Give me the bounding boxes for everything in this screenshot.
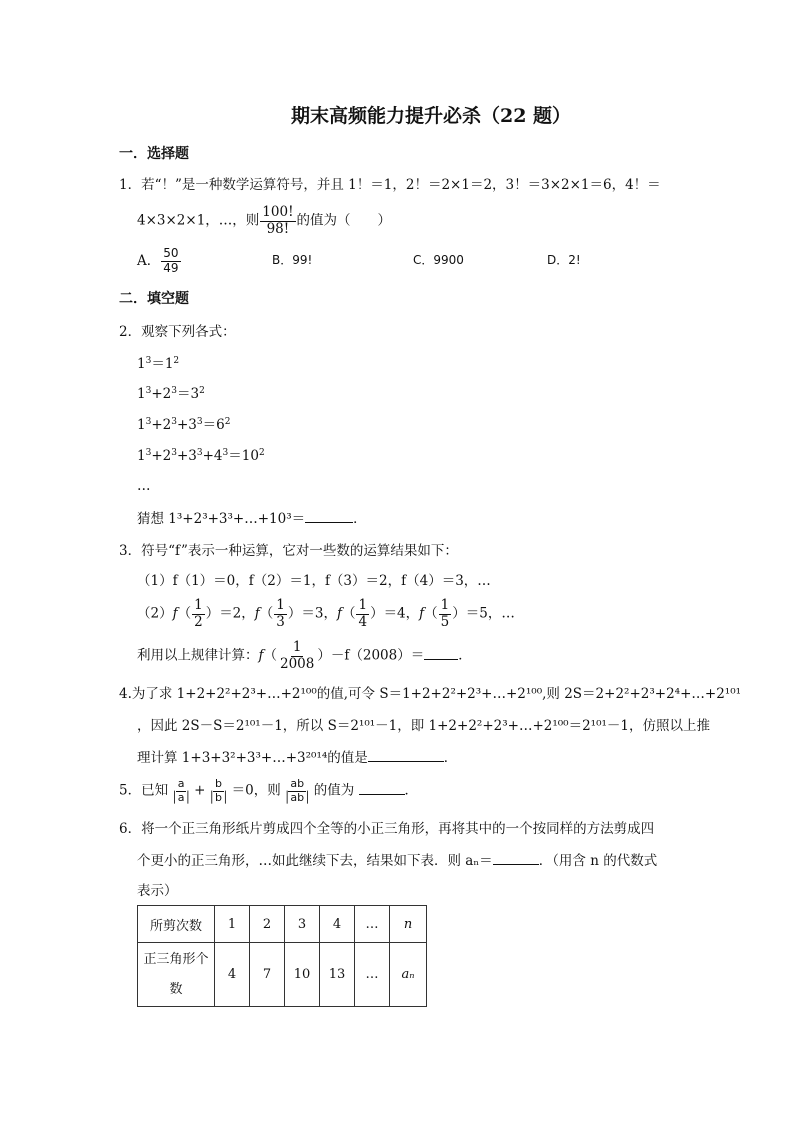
- q1-option-d: D．2!: [547, 253, 581, 267]
- q1-frac-den: 98!: [266, 220, 290, 237]
- page-title: 期末高频能力提升必杀（22 题）: [291, 105, 572, 127]
- q1-line2-pre: 4×3×2×1，…，则: [137, 212, 260, 229]
- q3-frac-4: [439, 598, 452, 630]
- q3-frac-2-den: 3: [276, 613, 285, 630]
- q1-option-a: [137, 247, 182, 276]
- q5-frac-a-den: │a│: [171, 790, 192, 804]
- q3-frac-4-num: 1: [440, 597, 450, 613]
- q3-calc: 利用以上规律计算：f（ $\frac{1}{2008}$ ）－f（2008）＝ ．: [137, 639, 472, 672]
- q3-calc-num: 1: [292, 639, 302, 655]
- q6-table-cell: 4: [320, 906, 355, 943]
- q1-line1: 1．若“！”是一种数学运算符号，并且 1！＝1，2！＝2×1＝2，3！＝3×2×1＝6，4！＝: [119, 177, 661, 193]
- q5-answer-blank[interactable]: [359, 782, 405, 795]
- q3-calc-post: －f（2008）＝: [330, 647, 425, 664]
- q2-guess-text: 猜想 1³+2³+3³+…+10³＝: [137, 511, 306, 527]
- q5-frac-ab-num: ab: [290, 777, 305, 790]
- q5-frac-ab-den: │ab│: [283, 790, 311, 804]
- q6-table-row-count: [138, 943, 427, 1007]
- q3-frac-3-num: 1: [358, 597, 368, 613]
- q5-post: 的值为: [313, 782, 355, 799]
- q6-line1: 6．将一个正三角形纸片剪成四个全等的小正三角形，再将其中的一个按同样的方法剪成四: [119, 821, 655, 837]
- q3-term-2: ＝3，: [301, 605, 337, 622]
- q5-frac-b-num: b: [215, 777, 223, 790]
- q3-period: ．: [458, 647, 472, 664]
- q2-stem: 2．观察下列各式：: [119, 324, 236, 340]
- q3-frac-4-den: 5: [440, 613, 450, 630]
- q4-line1: 4.为了求 1+2+2²+2³+…+2¹⁰⁰的值,可令 S＝1+2+2²+2³+…+2¹⁰⁰,则 2S＝2+2²+2³+2⁴+…+2¹⁰¹: [119, 686, 742, 702]
- q3-calc-fraction: [278, 640, 316, 672]
- q1-option-a-num: 50: [163, 246, 179, 260]
- q4-line3-text: 理计算 1+3+3²+3³+…+3²⁰¹⁴的值是: [137, 750, 368, 766]
- q4-answer-blank[interactable]: [368, 749, 444, 762]
- q3-term-4: ＝5，…: [465, 605, 515, 622]
- q2-ellipsis: …: [137, 478, 151, 494]
- q1-line2-post: 的值为（ ）: [296, 212, 391, 229]
- q4-period: ．: [443, 750, 458, 766]
- q6-table-cell: aₙ: [390, 943, 427, 1007]
- q4-line2: ，因此 2S－S＝2¹⁰¹－1，所以 S＝2¹⁰¹－1，即 1+2+2²+2³+…+2¹⁰⁰＝2¹⁰¹－1，仿照以上推: [137, 718, 711, 734]
- q6-table-header-count: 正三角形个数: [138, 943, 215, 1007]
- q2-eq2: $1^3+2^3=3^2$: [137, 386, 205, 402]
- q3-frac-1-den: 2: [194, 613, 203, 630]
- q6-table-row-cuts: [138, 906, 427, 943]
- q3-frac-1: [192, 598, 205, 630]
- q3-line2-prefix: （2）: [137, 605, 173, 622]
- q5-period: ．: [404, 782, 418, 799]
- q2-eq1: $1^3=1^2$: [137, 356, 180, 372]
- q6-table-cell: 2: [250, 906, 285, 943]
- q3-frac-2: [274, 598, 287, 630]
- q1-option-a-den: 49: [163, 260, 179, 275]
- q6-table-cell: 10: [285, 943, 320, 1007]
- q5-plus: +: [194, 782, 206, 799]
- q5-frac-b-den: │b│: [208, 790, 229, 804]
- q3-stem: 3．符号“f”表示一种运算，它对一些数的运算结果如下：: [119, 543, 458, 559]
- q2-eq3: $1^3+2^3+3^3=6^2$: [137, 417, 231, 433]
- q2-period: ．: [353, 511, 367, 527]
- q6-line3: 表示）: [137, 883, 178, 899]
- q5-frac-a-num: a: [177, 777, 185, 790]
- q3-frac-1-num: 1: [194, 597, 203, 613]
- q3-calc-pre: 利用以上规律计算：: [137, 647, 259, 664]
- q5-frac-a: [169, 778, 193, 804]
- q2-eq4: $1^3+2^3+3^3+4^3=10^2$: [137, 448, 265, 464]
- q3-line2: （2）f（ $\frac{1}{2}$ ）＝2，f（ $\frac{1}{3}$ ）＝3，f（ $\frac{1}{4}$ ）＝4，f（ $\frac{1}{5}$ ）＝5，…: [137, 597, 515, 630]
- q5-line: [119, 778, 418, 804]
- q6-table-cell: 1: [215, 906, 250, 943]
- q3-answer-blank[interactable]: [424, 647, 458, 660]
- q5-frac-b: [206, 778, 230, 804]
- q1-option-a-fraction: [161, 247, 180, 276]
- q3-term-3: ＝4，: [383, 605, 420, 622]
- q3-frac-3-den: 4: [358, 613, 368, 630]
- q4-line3: [137, 749, 457, 766]
- q5-pre: 5．已知: [119, 782, 169, 799]
- q1-option-c: C．9900: [413, 253, 464, 267]
- q5-frac-ab: [282, 778, 313, 804]
- q6-answer-blank[interactable]: [493, 852, 539, 865]
- q6-table-header-cuts: 所剪次数: [138, 906, 215, 943]
- q1-line2: [137, 205, 391, 237]
- q3-frac-2-num: 1: [276, 597, 285, 613]
- q6-table-cell: 13: [320, 943, 355, 1007]
- q6-table-cell: 7: [250, 943, 285, 1007]
- q6-line2: [137, 852, 657, 869]
- q1-option-a-label: A．: [137, 252, 161, 269]
- q3-line1: （1）f（1）＝0，f（2）＝1，f（3）＝2，f（4）＝3，…: [137, 573, 491, 589]
- q3-term-1: ＝2，: [219, 605, 255, 622]
- q6-table-cell: 3: [285, 906, 320, 943]
- q1-frac-num: 100!: [262, 204, 294, 220]
- q6-line2-post: ．（用含 n 的代数式: [538, 853, 658, 869]
- q3-calc-den: 2008: [280, 655, 315, 672]
- section-fill-heading: 二．填空题: [119, 291, 189, 307]
- q2-answer-blank[interactable]: [305, 510, 353, 523]
- q1-option-b: B．99!: [272, 253, 313, 267]
- q1-fraction: [260, 205, 295, 237]
- q6-table: [137, 905, 427, 1007]
- q5-mid: ＝0，则: [231, 782, 281, 799]
- section-choice-heading: 一．选择题: [119, 146, 189, 162]
- q6-table-cell: 4: [215, 943, 250, 1007]
- q3-frac-3: [356, 598, 369, 630]
- q6-line2-text: 个更小的正三角形，…如此继续下去，结果如下表．则 aₙ＝: [137, 853, 493, 869]
- q6-table-cell: …: [355, 943, 390, 1007]
- q2-guess: [137, 510, 367, 527]
- q6-table-cell: n: [390, 906, 427, 943]
- q6-table-cell: …: [355, 906, 390, 943]
